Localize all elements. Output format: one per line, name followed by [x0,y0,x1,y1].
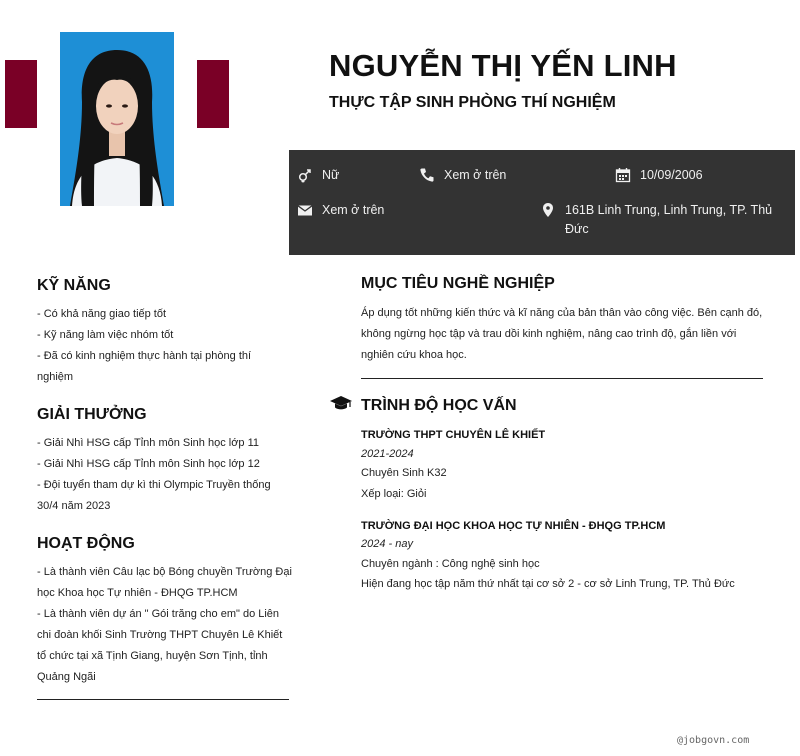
address-value: 161B Linh Trung, Linh Trung, TP. Thủ Đức [565,203,773,236]
contact-dob [615,166,703,185]
school-period: 2021-2024 [361,448,414,460]
activities-list [37,562,292,688]
phone-value: Xem ở trên [444,168,507,182]
award-item: - Giải Nhì HSG cấp Tỉnh môn Sinh học lớp 12 [37,458,260,470]
school-name: TRƯỜNG THPT CHUYÊN LÊ KHIẾT [361,429,546,441]
accent-bar-left [5,60,37,128]
objective-heading: MỤC TIÊU NGHỀ NGHIỆP [361,275,555,292]
job-title: THỰC TẬP SINH PHÒNG THÍ NGHIỆM [329,94,616,111]
school-detail: Chuyên ngành : Công nghệ sinh học [361,558,540,570]
skills-heading: KỸ NĂNG [37,277,111,294]
contact-email [297,201,384,220]
school-detail: Hiện đang học tập năm thứ nhất tại cơ sở 2 - cơ sở Linh Trung, TP. Thủ Đức [361,578,735,590]
school-name: TRƯỜNG ĐẠI HỌC KHOA HỌC TỰ NHIÊN - ĐHQG TP.HCM [361,520,666,532]
dob-value: 10/09/2006 [640,168,703,182]
awards-list [37,433,282,517]
activities-heading: HOẠT ĐỘNG [37,535,135,552]
school-detail: Xếp loại: Giỏi [361,488,427,500]
profile-photo [60,32,174,206]
right-divider [361,378,763,379]
contact-info-box [289,150,795,255]
gender-icon [297,167,313,183]
graduation-cap-icon [329,395,353,411]
accent-bar-right [197,60,229,128]
envelope-icon [297,202,313,218]
watermark: @jobgovn.com [677,735,750,746]
skill-item: - Có khả năng giao tiếp tốt [37,308,167,320]
calendar-icon [615,167,631,183]
skill-item: - Kỹ năng làm việc nhóm tốt [37,329,174,341]
activity-item: - Là thành viên dự án " Gói trăng cho em" do Liên chi đoàn khối Sinh Trường THPT Chuyên Lê Khiết tổ chức tại xã Tịnh Giang, huyện Sơn Tịnh, tỉnh Quảng Ngãi [37,608,283,683]
contact-gender [297,166,339,185]
contact-address [540,201,780,239]
activity-item: - Là thành viên Câu lạc bộ Bóng chuyền Trường Đại học Khoa học Tự nhiên - ĐHQG TP.HCM [37,566,292,599]
map-pin-icon [540,202,556,218]
full-name: NGUYỄN THỊ YẾN LINH [329,48,677,83]
gender-value: Nữ [322,168,340,182]
skill-item: - Đã có kinh nghiệm thực hành tại phòng thí nghiệm [37,350,252,383]
awards-heading: GIẢI THƯỞNG [37,406,147,423]
objective-text: Áp dụng tốt những kiến thức và kĩ năng của bản thân vào công việc. Bên cạnh đó, không ngừng học tập và trau dồi kinh nghiệm, nâng cao trình độ, gắn liền với nghiên cứu khoa học. [361,307,763,361]
phone-icon [419,167,435,183]
contact-phone [419,166,506,185]
award-item: - Giải Nhì HSG cấp Tỉnh môn Sinh học lớp 11 [37,437,260,449]
email-value: Xem ở trên [322,203,385,217]
education-heading: TRÌNH ĐỘ HỌC VẤN [361,397,517,414]
skills-list [37,304,277,388]
school-period: 2024 - nay [361,538,413,550]
school-detail: Chuyên Sinh K32 [361,467,447,479]
award-item: - Đội tuyển tham dự kì thi Olympic Truyền thống 30/4 năm 2023 [37,479,271,512]
left-divider [37,699,289,700]
